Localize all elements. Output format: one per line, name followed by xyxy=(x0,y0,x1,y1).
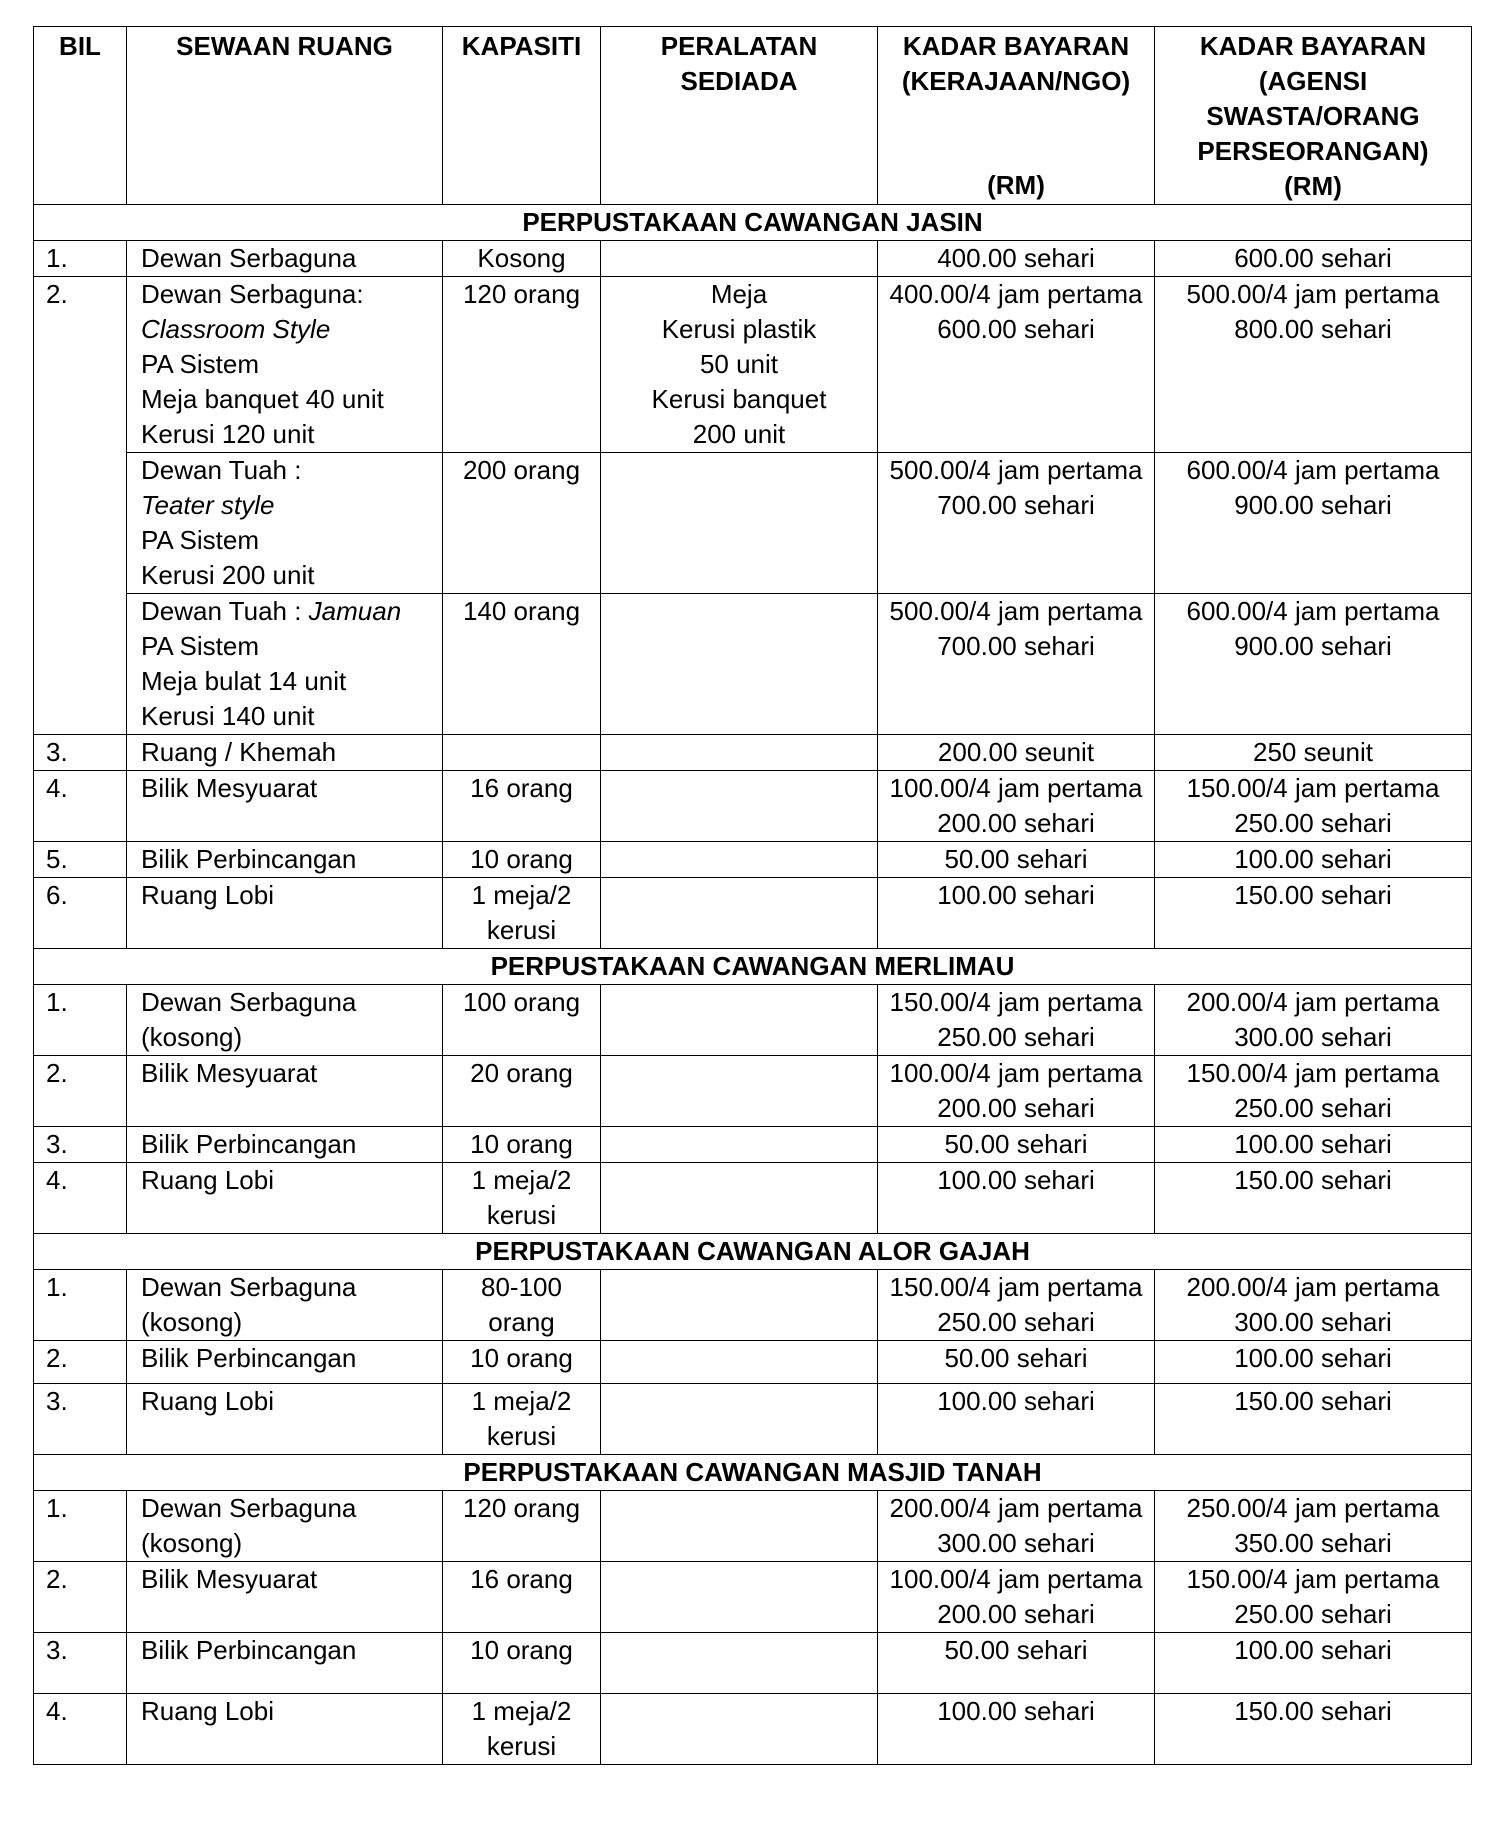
cell-private-rate xyxy=(1155,1562,1472,1633)
cell-line: 150.00 sehari xyxy=(1234,1165,1392,1195)
section-title: PERPUSTAKAAN CAWANGAN MASJID TANAH xyxy=(34,1455,1472,1491)
cell-gov-rate xyxy=(878,1694,1155,1765)
cell-line xyxy=(141,594,436,629)
cell-bil: 1. xyxy=(34,985,127,1056)
cell-line-part: Dewan Tuah : xyxy=(141,596,309,626)
cell-line: (kosong) xyxy=(141,1307,243,1337)
cell-gov-rate xyxy=(878,1163,1155,1234)
cell-equipment xyxy=(601,241,878,277)
header-room-text: SEWAAN RUANG xyxy=(176,31,393,61)
cell-equipment xyxy=(601,1491,878,1562)
cell-capacity xyxy=(443,1694,601,1765)
cell-line: 16 orang xyxy=(470,1564,573,1594)
cell-line: 80-100 xyxy=(481,1272,562,1302)
cell-private-rate xyxy=(1155,241,1472,277)
cell-line: 250.00 sehari xyxy=(1234,1599,1392,1629)
cell-line: Dewan Tuah : xyxy=(141,455,302,485)
table-row xyxy=(34,735,1472,771)
cell-line: 300.00 sehari xyxy=(1234,1307,1392,1337)
cell-gov-rate xyxy=(878,985,1155,1056)
cell-capacity xyxy=(443,735,601,771)
cell-line: Kerusi banquet xyxy=(651,384,827,414)
cell-gov-rate xyxy=(878,277,1155,453)
table-row xyxy=(34,771,1472,842)
cell-line: Teater style xyxy=(141,490,275,520)
cell-equipment xyxy=(601,771,878,842)
cell-capacity xyxy=(443,1384,601,1455)
cell-room xyxy=(127,1694,443,1765)
header-private-rate xyxy=(1155,27,1472,205)
cell-equipment xyxy=(601,1384,878,1455)
cell-capacity xyxy=(443,1056,601,1127)
cell-line: 50.00 sehari xyxy=(944,1129,1088,1159)
cell-line: 600.00/4 jam pertama xyxy=(1186,596,1440,626)
cell-room xyxy=(127,1056,443,1127)
cell-line: 600.00 sehari xyxy=(937,314,1095,344)
cell-bil: 2. xyxy=(34,277,127,735)
cell-line: PA Sistem xyxy=(141,631,260,661)
cell-capacity xyxy=(443,1127,601,1163)
header-capacity-text: KAPASITI xyxy=(461,31,582,61)
cell-line: 250.00 sehari xyxy=(1234,808,1392,838)
table-row xyxy=(34,1056,1472,1127)
cell-line: 50.00 sehari xyxy=(944,844,1088,874)
cell-capacity xyxy=(443,594,601,735)
header-gov-rate-line: KADAR BAYARAN xyxy=(902,31,1130,61)
cell-capacity xyxy=(443,878,601,949)
cell-line: 500.00/4 jam pertama xyxy=(1186,279,1440,309)
cell-line: 150.00 sehari xyxy=(1234,1696,1392,1726)
cell-private-rate xyxy=(1155,1056,1472,1127)
cell-equipment xyxy=(601,1056,878,1127)
cell-line: Ruang Lobi xyxy=(141,1165,274,1195)
cell-gov-rate xyxy=(878,771,1155,842)
cell-line: 100.00 sehari xyxy=(937,1696,1095,1726)
cell-bil: 3. xyxy=(34,1384,127,1455)
cell-room xyxy=(127,594,443,735)
section-title: PERPUSTAKAAN CAWANGAN JASIN xyxy=(34,205,1472,241)
table-row xyxy=(34,1562,1472,1633)
cell-equipment xyxy=(601,1562,878,1633)
cell-line: 150.00/4 jam pertama xyxy=(1186,773,1440,803)
header-equipment xyxy=(601,27,878,205)
cell-bil: 1. xyxy=(34,1270,127,1341)
cell-private-rate xyxy=(1155,878,1472,949)
header-row xyxy=(34,27,1472,205)
cell-private-rate xyxy=(1155,1127,1472,1163)
cell-bil: 5. xyxy=(34,842,127,878)
cell-capacity xyxy=(443,1341,601,1384)
cell-line: Ruang / Khemah xyxy=(141,737,337,767)
cell-line: 100.00 sehari xyxy=(937,880,1095,910)
cell-capacity xyxy=(443,771,601,842)
cell-bil: 6. xyxy=(34,878,127,949)
cell-line: 50 unit xyxy=(699,349,779,379)
cell-line: 300.00 sehari xyxy=(1234,1022,1392,1052)
cell-room xyxy=(127,1562,443,1633)
cell-line: 100.00 sehari xyxy=(1234,1343,1392,1373)
table-row xyxy=(34,842,1472,878)
cell-line: Bilik Perbincangan xyxy=(141,1635,357,1665)
cell-private-rate xyxy=(1155,453,1472,594)
cell-gov-rate xyxy=(878,594,1155,735)
cell-bil: 2. xyxy=(34,1562,127,1633)
header-private-rate-line: SWASTA/ORANG xyxy=(1206,101,1420,131)
cell-equipment xyxy=(601,1341,878,1384)
cell-line: Dewan Serbaguna xyxy=(141,243,357,273)
table-row xyxy=(34,1491,1472,1562)
cell-capacity xyxy=(443,241,601,277)
cell-equipment xyxy=(601,842,878,878)
header-private-rate-line: KADAR BAYARAN xyxy=(1199,31,1427,61)
cell-capacity xyxy=(443,1491,601,1562)
cell-line: 150.00/4 jam pertama xyxy=(1186,1564,1440,1594)
cell-line: kerusi xyxy=(486,915,557,945)
cell-line: 150.00/4 jam pertama xyxy=(889,1272,1143,1302)
cell-line: 300.00 sehari xyxy=(937,1528,1095,1558)
table-row xyxy=(34,1163,1472,1234)
cell-room xyxy=(127,842,443,878)
cell-private-rate xyxy=(1155,735,1472,771)
cell-capacity xyxy=(443,1633,601,1694)
cell-line: 10 orang xyxy=(470,844,573,874)
cell-line-part: Jamuan xyxy=(308,596,402,626)
cell-bil: 3. xyxy=(34,1127,127,1163)
table-row xyxy=(34,1341,1472,1384)
table-row xyxy=(34,878,1472,949)
cell-gov-rate xyxy=(878,1384,1155,1455)
table-row xyxy=(34,241,1472,277)
cell-private-rate xyxy=(1155,1491,1472,1562)
cell-private-rate xyxy=(1155,842,1472,878)
cell-equipment xyxy=(601,277,878,453)
cell-gov-rate xyxy=(878,1341,1155,1384)
header-bil-text: BIL xyxy=(59,31,101,61)
header-bil xyxy=(34,27,127,205)
cell-room xyxy=(127,1270,443,1341)
cell-line: 50.00 sehari xyxy=(944,1635,1088,1665)
cell-line: 400.00 sehari xyxy=(937,243,1095,273)
cell-bil: 4. xyxy=(34,1163,127,1234)
cell-line: 600.00 sehari xyxy=(1234,243,1392,273)
cell-gov-rate xyxy=(878,1270,1155,1341)
cell-line: 250.00 sehari xyxy=(1234,1093,1392,1123)
header-private-rate-line: (AGENSI xyxy=(1258,66,1368,96)
cell-line: 200.00 sehari xyxy=(937,808,1095,838)
table-row xyxy=(34,1384,1472,1455)
cell-bil: 1. xyxy=(34,241,127,277)
cell-line: kerusi xyxy=(486,1731,557,1761)
cell-line: 100.00 sehari xyxy=(1234,844,1392,874)
cell-line: 700.00 sehari xyxy=(937,631,1095,661)
cell-line: Meja xyxy=(710,279,768,309)
cell-private-rate xyxy=(1155,277,1472,453)
cell-line: 150.00 sehari xyxy=(1234,880,1392,910)
cell-gov-rate xyxy=(878,1056,1155,1127)
cell-line: 400.00/4 jam pertama xyxy=(889,279,1143,309)
cell-bil: 2. xyxy=(34,1341,127,1384)
cell-gov-rate xyxy=(878,1633,1155,1694)
cell-private-rate xyxy=(1155,594,1472,735)
cell-private-rate xyxy=(1155,1270,1472,1341)
cell-equipment xyxy=(601,1694,878,1765)
cell-gov-rate xyxy=(878,878,1155,949)
table-row xyxy=(34,453,1472,594)
cell-line: 200 orang xyxy=(462,455,581,485)
cell-line: 100.00 sehari xyxy=(937,1165,1095,1195)
cell-line: Dewan Serbaguna xyxy=(141,987,357,1017)
cell-line: 140 orang xyxy=(462,596,581,626)
cell-line: Ruang Lobi xyxy=(141,1696,274,1726)
cell-capacity xyxy=(443,842,601,878)
header-room xyxy=(127,27,443,205)
cell-line: 100.00 sehari xyxy=(1234,1129,1392,1159)
cell-line: Kosong xyxy=(477,243,566,273)
table-row xyxy=(34,1270,1472,1341)
section-header-row xyxy=(34,1455,1472,1491)
cell-bil: 4. xyxy=(34,771,127,842)
cell-line: Bilik Mesyuarat xyxy=(141,773,318,803)
cell-equipment xyxy=(601,1633,878,1694)
cell-line: 1 meja/2 xyxy=(471,1165,572,1195)
cell-capacity xyxy=(443,277,601,453)
cell-bil: 3. xyxy=(34,735,127,771)
cell-gov-rate xyxy=(878,1562,1155,1633)
cell-line: Dewan Serbaguna xyxy=(141,1272,357,1302)
cell-line: 100.00/4 jam pertama xyxy=(889,773,1143,803)
cell-room xyxy=(127,453,443,594)
cell-gov-rate xyxy=(878,1127,1155,1163)
cell-line: 250.00 sehari xyxy=(937,1022,1095,1052)
cell-room xyxy=(127,1127,443,1163)
rental-rate-table xyxy=(33,26,1472,1765)
cell-equipment xyxy=(601,1127,878,1163)
cell-line: 120 orang xyxy=(462,279,581,309)
cell-room xyxy=(127,735,443,771)
cell-room xyxy=(127,985,443,1056)
table-row xyxy=(34,1633,1472,1694)
table-row xyxy=(34,985,1472,1056)
header-gov-unit: (RM) xyxy=(987,170,1045,200)
table-row xyxy=(34,1127,1472,1163)
cell-equipment xyxy=(601,735,878,771)
cell-line: 150.00/4 jam pertama xyxy=(1186,1058,1440,1088)
cell-line: 10 orang xyxy=(470,1343,573,1373)
cell-line: Bilik Mesyuarat xyxy=(141,1564,318,1594)
cell-line: 200.00/4 jam pertama xyxy=(889,1493,1143,1523)
cell-line: 150.00/4 jam pertama xyxy=(889,987,1143,1017)
header-equipment-line: SEDIADA xyxy=(680,66,798,96)
cell-gov-rate xyxy=(878,842,1155,878)
header-equipment-line: PERALATAN xyxy=(660,31,818,61)
cell-gov-rate xyxy=(878,241,1155,277)
cell-room xyxy=(127,1384,443,1455)
header-gov-rate xyxy=(878,27,1155,205)
cell-line: 1 meja/2 xyxy=(471,1386,572,1416)
cell-line: 1 meja/2 xyxy=(471,880,572,910)
cell-line: 20 orang xyxy=(470,1058,573,1088)
cell-equipment xyxy=(601,594,878,735)
cell-line: Ruang Lobi xyxy=(141,1386,274,1416)
cell-line: Kerusi 120 unit xyxy=(141,419,315,449)
section-header-row xyxy=(34,205,1472,241)
cell-line: 10 orang xyxy=(470,1129,573,1159)
cell-gov-rate xyxy=(878,735,1155,771)
cell-private-rate xyxy=(1155,985,1472,1056)
section-title: PERPUSTAKAAN CAWANGAN ALOR GAJAH xyxy=(34,1234,1472,1270)
cell-bil: 4. xyxy=(34,1694,127,1765)
cell-room xyxy=(127,241,443,277)
cell-equipment xyxy=(601,1163,878,1234)
cell-equipment xyxy=(601,985,878,1056)
cell-private-rate xyxy=(1155,1694,1472,1765)
cell-line: 900.00 sehari xyxy=(1234,490,1392,520)
cell-private-rate xyxy=(1155,1633,1472,1694)
cell-line: Bilik Perbincangan xyxy=(141,1343,357,1373)
cell-line: Meja banquet 40 unit xyxy=(141,384,384,414)
cell-line: 100.00 sehari xyxy=(937,1386,1095,1416)
cell-line: 100.00/4 jam pertama xyxy=(889,1058,1143,1088)
cell-line: kerusi xyxy=(486,1200,557,1230)
section-header-row xyxy=(34,1234,1472,1270)
cell-line: Dewan Serbaguna: xyxy=(141,279,364,309)
cell-line: 200 unit xyxy=(692,419,786,449)
cell-room xyxy=(127,1163,443,1234)
cell-line: 250.00/4 jam pertama xyxy=(1186,1493,1440,1523)
section-header-row xyxy=(34,949,1472,985)
cell-gov-rate xyxy=(878,453,1155,594)
cell-line: 120 orang xyxy=(462,1493,581,1523)
cell-room xyxy=(127,1491,443,1562)
header-private-rate-line: (RM) xyxy=(1284,171,1342,201)
cell-line: kerusi xyxy=(486,1421,557,1451)
cell-line: 200.00 seunit xyxy=(937,737,1095,767)
cell-line: 500.00/4 jam pertama xyxy=(889,596,1143,626)
cell-line: PA Sistem xyxy=(141,349,260,379)
cell-line: Bilik Mesyuarat xyxy=(141,1058,318,1088)
table-body xyxy=(34,205,1472,1765)
cell-line: 50.00 sehari xyxy=(944,1343,1088,1373)
cell-equipment xyxy=(601,878,878,949)
cell-private-rate xyxy=(1155,1163,1472,1234)
cell-line: (kosong) xyxy=(141,1022,243,1052)
cell-line: Kerusi plastik xyxy=(661,314,817,344)
cell-capacity xyxy=(443,1270,601,1341)
cell-room xyxy=(127,1633,443,1694)
cell-line: 16 orang xyxy=(470,773,573,803)
cell-line: 150.00 sehari xyxy=(1234,1386,1392,1416)
cell-line: Bilik Perbincangan xyxy=(141,844,357,874)
cell-line: 200.00/4 jam pertama xyxy=(1186,1272,1440,1302)
cell-private-rate xyxy=(1155,1341,1472,1384)
cell-room xyxy=(127,277,443,453)
cell-line: 100.00 sehari xyxy=(1234,1635,1392,1665)
cell-capacity xyxy=(443,453,601,594)
section-title: PERPUSTAKAAN CAWANGAN MERLIMAU xyxy=(34,949,1472,985)
cell-line: 100 orang xyxy=(462,987,581,1017)
cell-line: Kerusi 140 unit xyxy=(141,701,315,731)
cell-bil: 1. xyxy=(34,1491,127,1562)
table-row xyxy=(34,594,1472,735)
cell-line: 250.00 sehari xyxy=(937,1307,1095,1337)
cell-line: Bilik Perbincangan xyxy=(141,1129,357,1159)
cell-line: Kerusi 200 unit xyxy=(141,560,315,590)
cell-line: 800.00 sehari xyxy=(1234,314,1392,344)
cell-line: 200.00 sehari xyxy=(937,1093,1095,1123)
header-gov-rate-line: (KERAJAAN/NGO) xyxy=(901,66,1131,96)
cell-line: 100.00/4 jam pertama xyxy=(889,1564,1143,1594)
cell-line: Dewan Serbaguna xyxy=(141,1493,357,1523)
cell-line: PA Sistem xyxy=(141,525,260,555)
cell-line: 600.00/4 jam pertama xyxy=(1186,455,1440,485)
cell-line: Ruang Lobi xyxy=(141,880,274,910)
cell-line: 250 seunit xyxy=(1253,737,1373,767)
cell-line: 350.00 sehari xyxy=(1234,1528,1392,1558)
cell-room xyxy=(127,878,443,949)
cell-room xyxy=(127,771,443,842)
cell-bil: 3. xyxy=(34,1633,127,1694)
cell-capacity xyxy=(443,1562,601,1633)
cell-gov-rate xyxy=(878,1491,1155,1562)
cell-line: 200.00/4 jam pertama xyxy=(1186,987,1440,1017)
table-row xyxy=(34,277,1472,453)
cell-capacity xyxy=(443,1163,601,1234)
cell-line: 500.00/4 jam pertama xyxy=(889,455,1143,485)
header-private-rate-line: PERSEORANGAN) xyxy=(1197,136,1429,166)
cell-equipment xyxy=(601,1270,878,1341)
cell-line: Classroom Style xyxy=(141,314,331,344)
cell-line: Meja bulat 14 unit xyxy=(141,666,347,696)
cell-line: 700.00 sehari xyxy=(937,490,1095,520)
cell-line: 1 meja/2 xyxy=(471,1696,572,1726)
cell-line: 900.00 sehari xyxy=(1234,631,1392,661)
cell-line: orang xyxy=(488,1307,555,1337)
cell-equipment xyxy=(601,453,878,594)
cell-room xyxy=(127,1341,443,1384)
cell-private-rate xyxy=(1155,771,1472,842)
cell-line: (kosong) xyxy=(141,1528,243,1558)
cell-private-rate xyxy=(1155,1384,1472,1455)
cell-capacity xyxy=(443,985,601,1056)
cell-line: 200.00 sehari xyxy=(937,1599,1095,1629)
table-row xyxy=(34,1694,1472,1765)
cell-line: 10 orang xyxy=(470,1635,573,1665)
cell-bil: 2. xyxy=(34,1056,127,1127)
header-capacity xyxy=(443,27,601,205)
